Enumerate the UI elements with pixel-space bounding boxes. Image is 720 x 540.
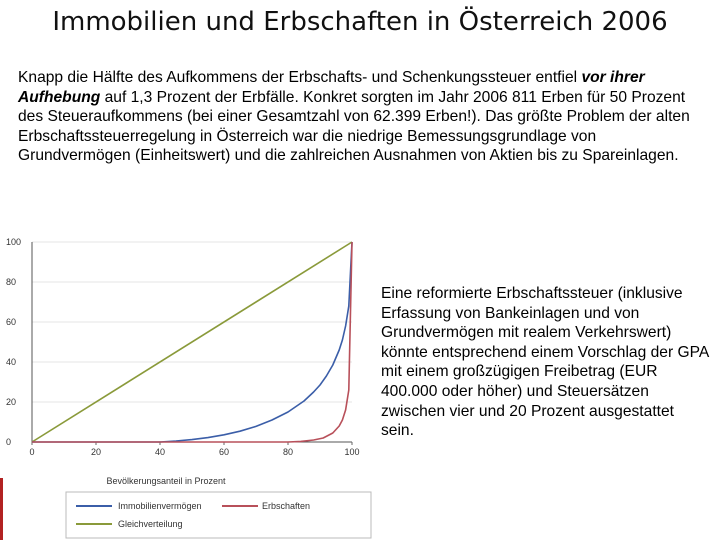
legend-label-gleich: Gleichverteilung: [118, 519, 183, 529]
x-axis-label: Bevölkerungsanteil in Prozent: [106, 476, 226, 486]
x-tick-label-60: 60: [218, 447, 230, 457]
y-tick-label-20: 20: [6, 397, 17, 407]
y-tick-label-100: 100: [6, 237, 22, 247]
legend-label-erbschaften: Erbschaften: [262, 501, 311, 511]
page-title: Immobilien und Erbschaften in Österreich 2006: [52, 7, 668, 37]
chart-legend: [66, 492, 371, 538]
intro-text-end: auf 1,3 Prozent der Erbfälle. Konkret sorgten im Jahr 2006 811 Erben für 50 Prozent des Steueraufkommens (bei einer Gesamtzahl von 62.399 Erben!). Das größte Problem der alten Erbschaftssteuerregelung in Österreich war die niedrige Bemessungsgrundlage von Grundvermögen (Einheitswert) und die zahlreichen Ausnahmen von Aktien bis zu Spareinlagen.: [18, 88, 690, 165]
y-tick-label-40: 40: [6, 357, 17, 367]
lorenz-chart: [0, 226, 372, 540]
side-paragraph: Eine reformierte Erbschaftssteuer (inklusive Erfassung von Bankeinlagen und von Grundvermögen mit realem Verkehrswert) könnte entsprechend einem Vorschlag der GPA mit einem großzügigen Freibetrag (EUR 400.000 oder höher) und Steuersätzen zwischen vier und 20 Prozent ausgestattet sein.: [381, 285, 709, 440]
x-tick-label-0: 0: [29, 447, 35, 457]
intro-text-start: Knapp die Hälfte des Aufkommens der Erbschafts- und Schenkungssteuer entfiel: [18, 69, 582, 86]
series-line-gleichverteilung: [32, 242, 352, 442]
y-tick-label-0: 0: [6, 437, 12, 447]
legend-label-immobilien: Immobilienvermögen: [118, 501, 202, 511]
y-tick-label-60: 60: [6, 317, 17, 327]
x-tick-label-100: 100: [344, 447, 360, 457]
intro-paragraph: [18, 68, 708, 166]
y-tick-label-80: 80: [6, 277, 17, 287]
accent-bar: [0, 478, 3, 540]
intro-emphasis: vor ihrer Aufhebung: [18, 69, 645, 106]
chart-lines: [32, 242, 352, 442]
legend-box: [66, 492, 371, 538]
x-tick-label-80: 80: [282, 447, 294, 457]
x-tick-label-40: 40: [154, 447, 166, 457]
x-tick-label-20: 20: [90, 447, 102, 457]
